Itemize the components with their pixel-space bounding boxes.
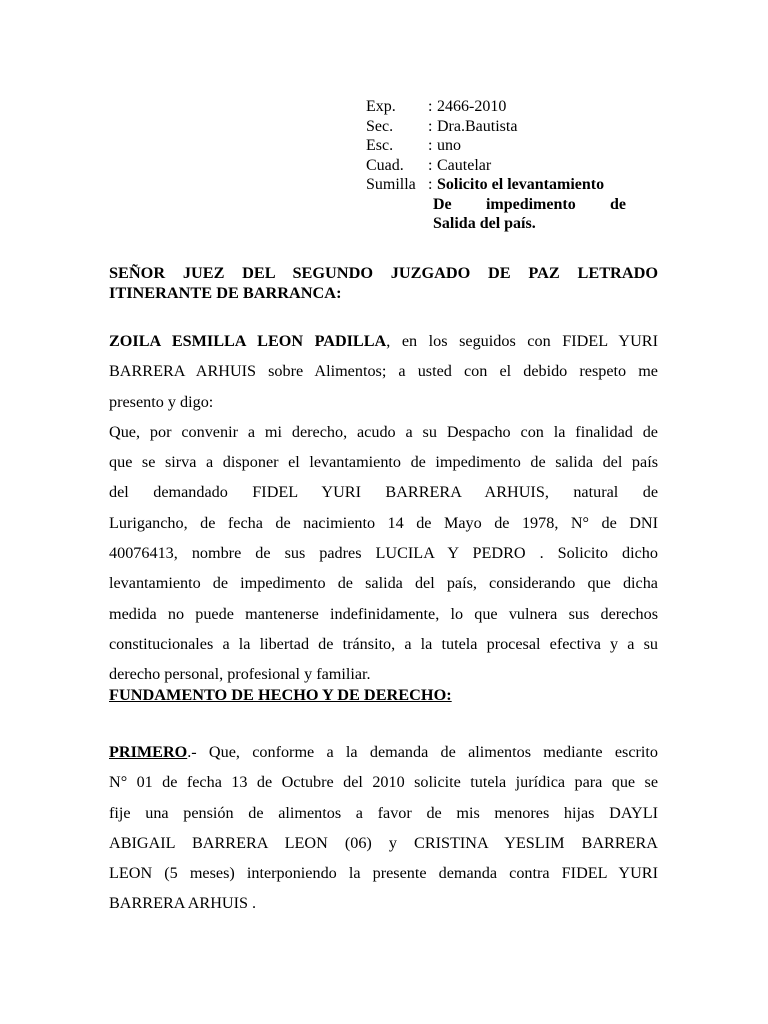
intro-line-1 — [109, 326, 658, 356]
addressee-line-1: SEÑOR JUEZ DEL SEGUNDO JUZGADO DE PAZ LETRADO — [109, 263, 658, 282]
intro-line-2: BARRERA ARHUIS sobre Alimentos; a usted con el debido respeto me — [109, 362, 658, 381]
caption-separator: : — [428, 98, 433, 115]
caption-separator: : — [428, 156, 433, 174]
caption-row-sumilla — [366, 175, 666, 195]
caption-value-sec: Dra.Bautista — [437, 117, 518, 135]
intro-line-5: que se sirva a disponer el levantamiento de impedimento de salida del país — [109, 453, 658, 472]
caption-separator: : — [428, 176, 433, 193]
sumilla-line-3-text: Salida del país. — [433, 215, 536, 232]
caption-row-esc — [366, 136, 666, 156]
case-caption — [366, 97, 666, 234]
intro-line-4: Que, por convenir a mi derecho, acudo a su Despacho con la finalidad de — [109, 422, 658, 441]
intro-paragraph — [109, 326, 658, 690]
intro-line-7: Lurigancho, de fecha de nacimiento 14 de Mayo de 1978, N° de DNI — [109, 513, 658, 532]
caption-row-cuad — [366, 156, 666, 176]
sumilla-line-1: Solicito el levantamiento — [437, 176, 605, 193]
intro-line-11: constitucionales a la libertad de tránsito, a la tutela procesal efectiva y a su — [109, 634, 658, 653]
caption-row-sec — [366, 117, 666, 137]
intro-line-8: 40076413, nombre de sus padres LUCILA Y PEDRO . Solicito dicho — [109, 544, 658, 563]
primero-line-2: N° 01 de fecha 13 de Octubre del 2010 solicite tutela jurídica para que se — [109, 773, 658, 792]
primero-line-1-rest: .- Que, conforme a la demanda de alimentos mediante escrito — [187, 743, 658, 761]
primero-line-5: LEON (5 meses) interponiendo la presente demanda contra FIDEL YURI — [109, 864, 658, 883]
intro-line-9: levantamiento de impedimento de salida del país, considerando que dicha — [109, 574, 658, 593]
caption-value-exp: 2466-2010 — [437, 98, 507, 115]
primero-paragraph — [109, 737, 658, 919]
caption-key-sec: Sec. — [366, 117, 394, 135]
caption-separator: : — [428, 137, 433, 154]
section-heading: FUNDAMENTO DE HECHO Y DE DERECHO: — [109, 685, 452, 704]
caption-separator: : — [428, 117, 433, 135]
caption-key-exp: Exp. — [366, 98, 396, 115]
caption-value-cuad: Cautelar — [437, 156, 492, 174]
caption-value-esc: uno — [437, 137, 461, 154]
caption-row-exp — [366, 97, 666, 117]
caption-key-cuad: Cuad. — [366, 156, 404, 174]
primero-line-3: fije una pensión de alimentos a favor de mis menores hijas DAYLI — [109, 803, 658, 822]
sumilla-line-3 — [433, 214, 626, 234]
intro-line-6: del demandado FIDEL YURI BARRERA ARHUIS, natural de — [109, 483, 658, 502]
intro-line-3: presento y digo: — [109, 392, 214, 411]
addressee-line-2: ITINERANTE DE BARRANCA: — [109, 283, 342, 302]
caption-key-sumilla: Sumilla — [366, 176, 416, 193]
primero-line-6: BARRERA ARHUIS . — [109, 894, 257, 913]
intro-line-1-rest: , en los seguidos con FIDEL YURI — [386, 332, 658, 350]
sumilla-line-2: De impedimento de — [433, 195, 626, 213]
petitioner-name: ZOILA ESMILLA LEON PADILLA — [109, 332, 387, 350]
primero-label: PRIMERO — [109, 743, 188, 761]
primero-line-4: ABIGAIL BARRERA LEON (06) y CRISTINA YESLIM BARRERA — [109, 833, 658, 852]
primero-line-1 — [109, 737, 658, 767]
addressee — [109, 263, 658, 303]
intro-line-10: medida no puede mantenerse indefinidamente, lo que vulnera sus derechos — [109, 604, 658, 623]
intro-line-12: derecho personal, profesional y familiar. — [109, 665, 371, 684]
caption-key-esc: Esc. — [366, 137, 394, 154]
